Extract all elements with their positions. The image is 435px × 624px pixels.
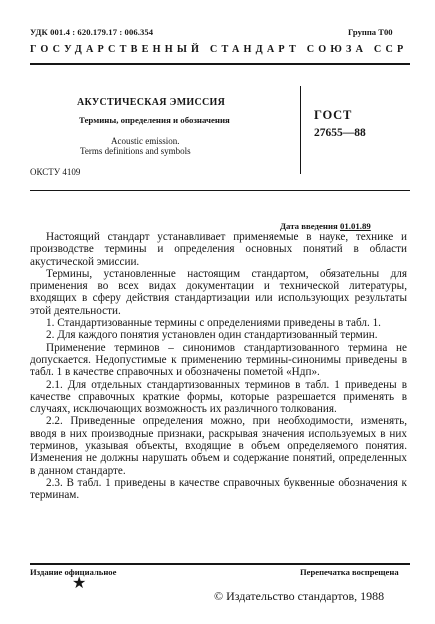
english-title-line-2: Terms definitions and symbols bbox=[80, 146, 191, 156]
english-title-line-1: Acoustic emission. bbox=[111, 136, 180, 146]
group-code: Группа Т00 bbox=[348, 27, 393, 37]
effective-date-value: 01.01.89 bbox=[340, 221, 371, 231]
body-paragraph: 2.1. Для отдельных стандартизованных терминов в табл. 1 приведены в качестве справочных краткие формы, которые разрешается применять в случаях, исключающих возможность их различного толкования. bbox=[30, 378, 407, 416]
organization-banner: ГОСУДАРСТВЕННЫЙ СТАНДАРТ СОЮЗА ССР bbox=[30, 44, 408, 55]
body-paragraph: Настоящий стандарт устанавливает применяемые в науке, технике и производстве термины и определения основных понятий в области акустической эмиссии. bbox=[30, 231, 407, 268]
title-block-divider bbox=[300, 86, 301, 174]
document-body bbox=[30, 231, 407, 502]
document-subtitle: Термины, определения и обозначения bbox=[79, 115, 230, 125]
effective-date bbox=[280, 221, 371, 231]
title-block-bottom-divider bbox=[30, 190, 410, 191]
gost-number: 27655—88 bbox=[314, 127, 366, 139]
body-paragraph: 2.3. В табл. 1 приведены в качестве справочных буквенные обозначения к терминам. bbox=[30, 476, 407, 502]
gost-label: ГОСТ bbox=[314, 108, 353, 122]
document-title: АКУСТИЧЕСКАЯ ЭМИССИЯ bbox=[77, 97, 226, 108]
star-icon: ★ bbox=[72, 575, 87, 592]
body-paragraph: 2.2. Приведенные определения можно, при необходимости, изменять, вводя в них производные признаки, раскрывая значения используемых в них терминов, указывая объекты, входящие в объем определяемого понятия. Изменения не должны нарушать объем и содержание понятий, определенных в данном стандарте. bbox=[30, 415, 407, 477]
effective-date-label: Дата введения bbox=[280, 221, 338, 231]
body-paragraph: 2. Для каждого понятия установлен один стандартизованный термин. bbox=[46, 329, 378, 342]
edition-label: Издание официальное bbox=[30, 567, 117, 577]
body-paragraph: 1. Стандартизованные термины с определениями приведены в табл. 1. bbox=[46, 317, 381, 330]
udk-code: УДК 001.4 : 620.179.17 : 006.354 bbox=[30, 27, 154, 37]
header-divider bbox=[30, 63, 410, 65]
body-paragraph: Термины, установленные настоящим стандартом, обязательны для применения во всех видах документации и технической литературы, входящих в сферу действия стандартизации или использующих результаты этой деятельности. bbox=[30, 267, 407, 317]
footer-divider bbox=[30, 563, 410, 565]
copyright-notice: © Издательство стандартов, 1988 bbox=[214, 589, 385, 603]
reprint-notice: Перепечатка воспрещена bbox=[300, 567, 399, 577]
oksty-code: ОКСТУ 4109 bbox=[30, 167, 81, 177]
body-paragraph: Применение терминов – синонимов стандартизованного термина не допускается. Недопустимые к применению термины-синонимы приведены в табл. 1 в качестве справочных и обозначены пометой «Ндп». bbox=[30, 341, 407, 379]
